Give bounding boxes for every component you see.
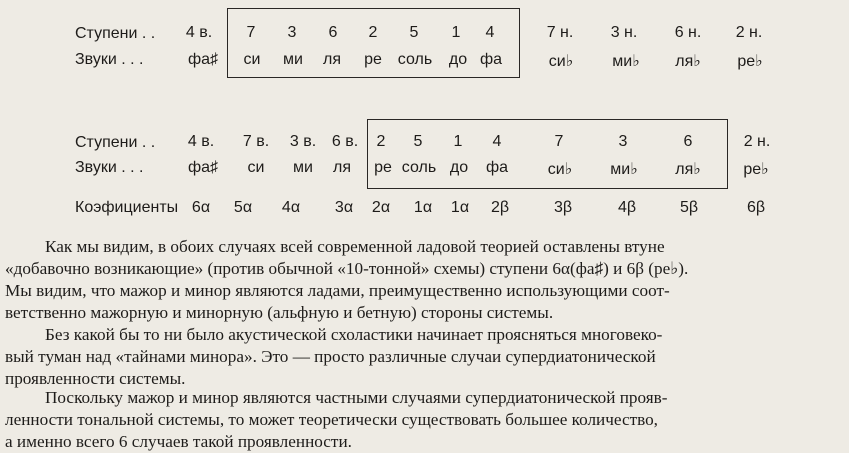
table-1-step: 6 н. — [674, 24, 702, 41]
table-2-coefficient: 6α — [191, 199, 211, 216]
table-1-step: 7 н. — [546, 24, 574, 41]
table-2-step: 4 — [492, 133, 502, 150]
table-2-sound: ля♭ — [675, 161, 701, 178]
table-2-coefficient: 1α — [450, 199, 470, 216]
table-2-sound: ми♭ — [610, 161, 638, 178]
table-2-sound: ля — [333, 159, 351, 176]
table-1-steps-label: Ступени . . — [75, 25, 156, 42]
table-1-sound: си♭ — [548, 53, 574, 70]
table-1-step: 3 н. — [610, 24, 638, 41]
table-2-coefficient: 3α — [334, 199, 354, 216]
table-2-sound: си♭ — [547, 161, 573, 178]
table-1-sounds-label: Звуки . . . — [75, 51, 144, 68]
paragraph — [5, 236, 847, 324]
table-2-step: 6 в. — [331, 133, 359, 150]
table-2-step: 6 — [683, 133, 693, 150]
table-2-coef-label: Коэфициенты — [75, 199, 179, 216]
table-1-step: 6 — [328, 24, 338, 41]
table-2-coefficient: 6β — [746, 199, 766, 216]
table-2-step: 5 — [413, 133, 423, 150]
table-1-step: 4 — [485, 24, 495, 41]
table-2-sound: ре♭ — [743, 161, 769, 178]
table-2-sound: соль — [401, 159, 437, 176]
text-line: «добавочно возникающие» (против обычной «10-тонной» схемы) ступени 6α(фа♯) и 6β (ре♭). — [5, 259, 689, 278]
table-1-sound: фа♯ — [187, 51, 219, 68]
table-2-sound: фа — [485, 159, 509, 176]
text-line: Поскольку мажор и минор являются частными случаями супердиатонической прояв- — [45, 388, 668, 407]
table-1-step: 2 н. — [735, 24, 763, 41]
table-1-sound: соль — [397, 51, 433, 68]
table-2-sound: ре — [374, 159, 392, 176]
table-2-coefficient: 3β — [553, 199, 573, 216]
table-2-step: 7 — [554, 133, 564, 150]
table-1-step: 3 — [287, 24, 297, 41]
table-2-coefficient: 5α — [233, 199, 253, 216]
table-1-sound: до — [448, 51, 468, 68]
table-2-coefficient: 2β — [490, 199, 510, 216]
table-1-step: 2 — [368, 24, 378, 41]
text-line: Без какой бы то ни было акустической схоластики начинает проясняться многовеко- — [45, 325, 663, 344]
table-2-coefficient: 4β — [617, 199, 637, 216]
table-2-sounds-label: Звуки . . . — [75, 159, 144, 176]
table-1-sound: си — [243, 51, 261, 68]
paragraph — [5, 387, 847, 453]
table-2-step: 1 — [453, 133, 463, 150]
table-2-coefficient: 2α — [371, 199, 391, 216]
table-2-sound: до — [449, 159, 469, 176]
text-line: вый туман над «тайнами минора». Это — просто различные случаи супердиатонической — [5, 347, 656, 366]
table-2-sound: си — [247, 159, 265, 176]
table-1-step: 5 — [409, 24, 419, 41]
table-1-step: 7 — [246, 24, 256, 41]
paragraph — [5, 324, 847, 390]
table-2-coefficient: 1α — [413, 199, 433, 216]
table-2-sound: ми — [293, 159, 313, 176]
table-2-step: 2 н. — [743, 133, 771, 150]
table-1-step: 1 — [451, 24, 461, 41]
text-line: проявленности системы. — [5, 369, 186, 388]
text-line: а именно всего 6 случаев такой проявленности. — [5, 432, 352, 451]
table-2-step: 4 в. — [187, 133, 215, 150]
table-1-step: 4 в. — [185, 24, 213, 41]
table-2-step: 7 в. — [242, 133, 270, 150]
table-1-sound: ми — [283, 51, 303, 68]
table-2-step: 3 — [618, 133, 628, 150]
table-1-sound: ре — [364, 51, 382, 68]
table-2-step: 2 — [376, 133, 386, 150]
table-1-sound: ля♭ — [675, 53, 701, 70]
table-2-step: 3 в. — [289, 133, 317, 150]
table-1-sound: ми♭ — [612, 53, 640, 70]
table-2-coefficient: 4α — [281, 199, 301, 216]
table-1-sound: ре♭ — [737, 53, 763, 70]
text-line: Мы видим, что мажор и минор являются ладами, преимущественно использующими соот- — [5, 281, 670, 300]
text-line: Как мы видим, в обоих случаях всей современной ладовой теорией оставлены втуне — [45, 237, 665, 256]
table-2-sound: фа♯ — [187, 159, 219, 176]
table-1-sound: ля — [323, 51, 341, 68]
text-line: ветственно мажорную и минорную (альфную и бетную) стороны системы. — [5, 303, 554, 322]
table-1-sound: фа — [479, 51, 503, 68]
text-line: ленности тональной системы, то может теоретически существовать большее количество, — [5, 410, 658, 429]
table-2-steps-label: Ступени . . — [75, 134, 156, 151]
table-2-coefficient: 5β — [679, 199, 699, 216]
